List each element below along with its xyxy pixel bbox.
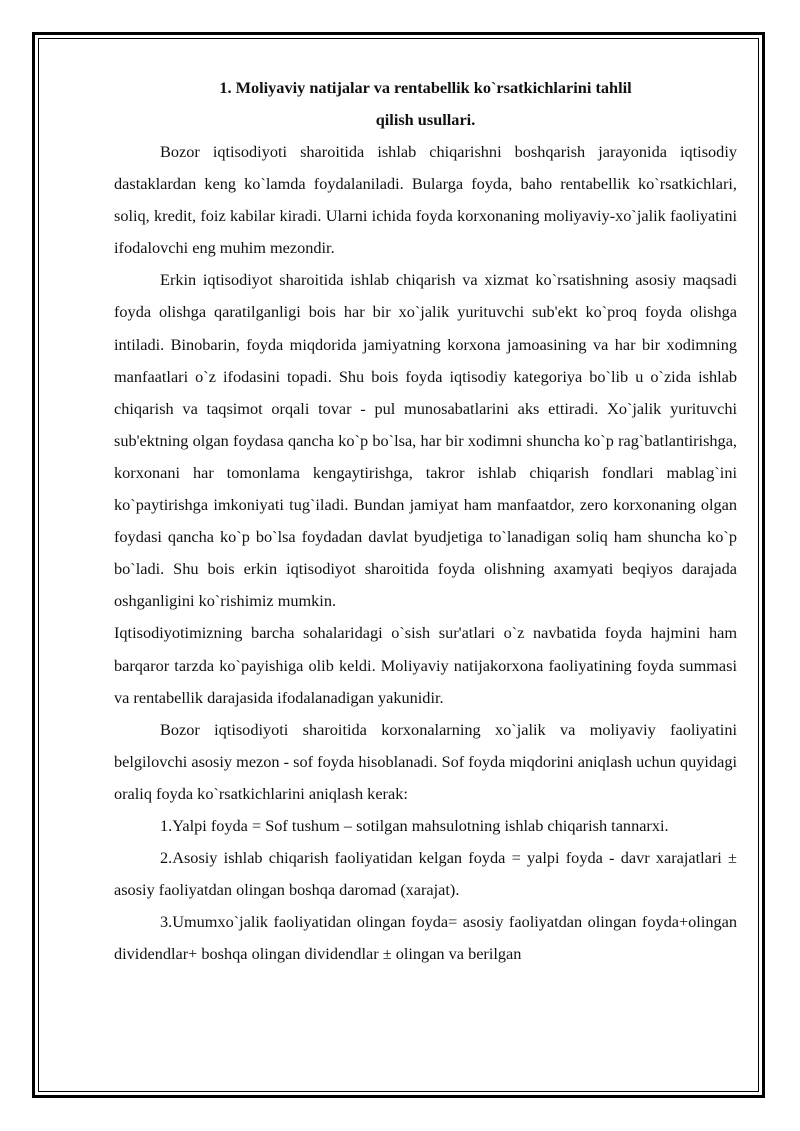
- paragraph-2: Erkin iqtisodiyot sharoitida ishlab chiqarish va xizmat ko`rsatishning asosiy maqsadi foyda olishga qaratilganligi bois har bir xo`jalik yurituvchi sub'ekt ko`proq foyda olishga intiladi. Binobarin, foyda miqdorida jamiyatning korxona jamoasining va har bir xodimning manfaatlari o`z ifodasini topadi. Shu bois foyda iqtisodiy kategoriya bo`lib u o`zida ishlab chiqarish va taqsimot orqali tovar - pul munosabatlarini aks ettiradi. Xo`jalik yurituvchi sub'ektning olgan foydasa qancha ko`p bo`lsa, har bir xodimni shuncha ko`p rag`batlantirishga, korxonani har tomonlama kengaytirishga, takror ishlab chiqarish fondlari mablag`ini ko`paytirishga imkoniyati tug`iladi. Bundan jamiyat ham manfaatdor, zero korxonaning olgan foydasi qancha ko`p bo`lsa foydadan davlat byudjetiga to`lanadigan soliq ham shuncha ko`p bo`ladi. Shu bois erkin iqtisodiyot sharoitida foyda olishning axamyati beqiyos darajada oshganligini ko`rishimiz mumkin.: [114, 270, 737, 611]
- document-title-line-1: 1. Moliyaviy natijalar va rentabellik ko`rsatkichlarini tahlil: [219, 78, 632, 97]
- paragraph-3: Iqtisodiyotimizning barcha sohalaridagi o`sish sur'atlari o`z navbatida foyda hajmini ham barqaror tarzda ko`payishiga olib keldi. Moliyaviy natijakorxona faoliyatining foyda summasi va rentabellik darajasida ifodalanadigan yakunidir.: [114, 623, 737, 707]
- paragraph-4: Bozor iqtisodiyoti sharoitida korxonalarning xo`jalik va moliyaviy faoliyatini belgilovchi asosiy mezon - sof foyda hisoblanadi. Sof foyda miqdorini aniqlash uchun quyidagi oraliq foyda ko`rsatkichlarini aniqlash kerak:: [114, 719, 737, 803]
- paragraph-1: Bozor iqtisodiyoti sharoitida ishlab chiqarishni boshqarish jarayonida iqtisodiy dastaklardan keng ko`lamda foydalaniladi. Bularga foyda, baho rentabellik ko`rsatkichlari, soliq, kredit, foiz kabilar kiradi. Ularni ichida foyda korxonaning moliyaviy-xo`jalik faoliyatini ifodalovchi eng muhim mezondir.: [114, 142, 737, 258]
- document-title-line-2: qilish usullari.: [375, 110, 476, 129]
- formula-3: 3.Umumxo`jalik faoliyatidan olingan foyda= asosiy faoliyatdan olingan foyda+olingan dividendlar+ boshqa olingan dividendlar ± olingan va berilgan: [114, 912, 737, 964]
- document-body: [114, 72, 737, 970]
- formula-1: 1.Yalpi foyda = Sof tushum – sotilgan mahsulotning ishlab chiqarish tannarxi.: [160, 815, 669, 835]
- formula-2: 2.Asosiy ishlab chiqarish faoliyatidan kelgan foyda = yalpi foyda - davr xarajatlari ± asosiy faoliyatdan olingan boshqa daromad (xarajat).: [114, 848, 737, 900]
